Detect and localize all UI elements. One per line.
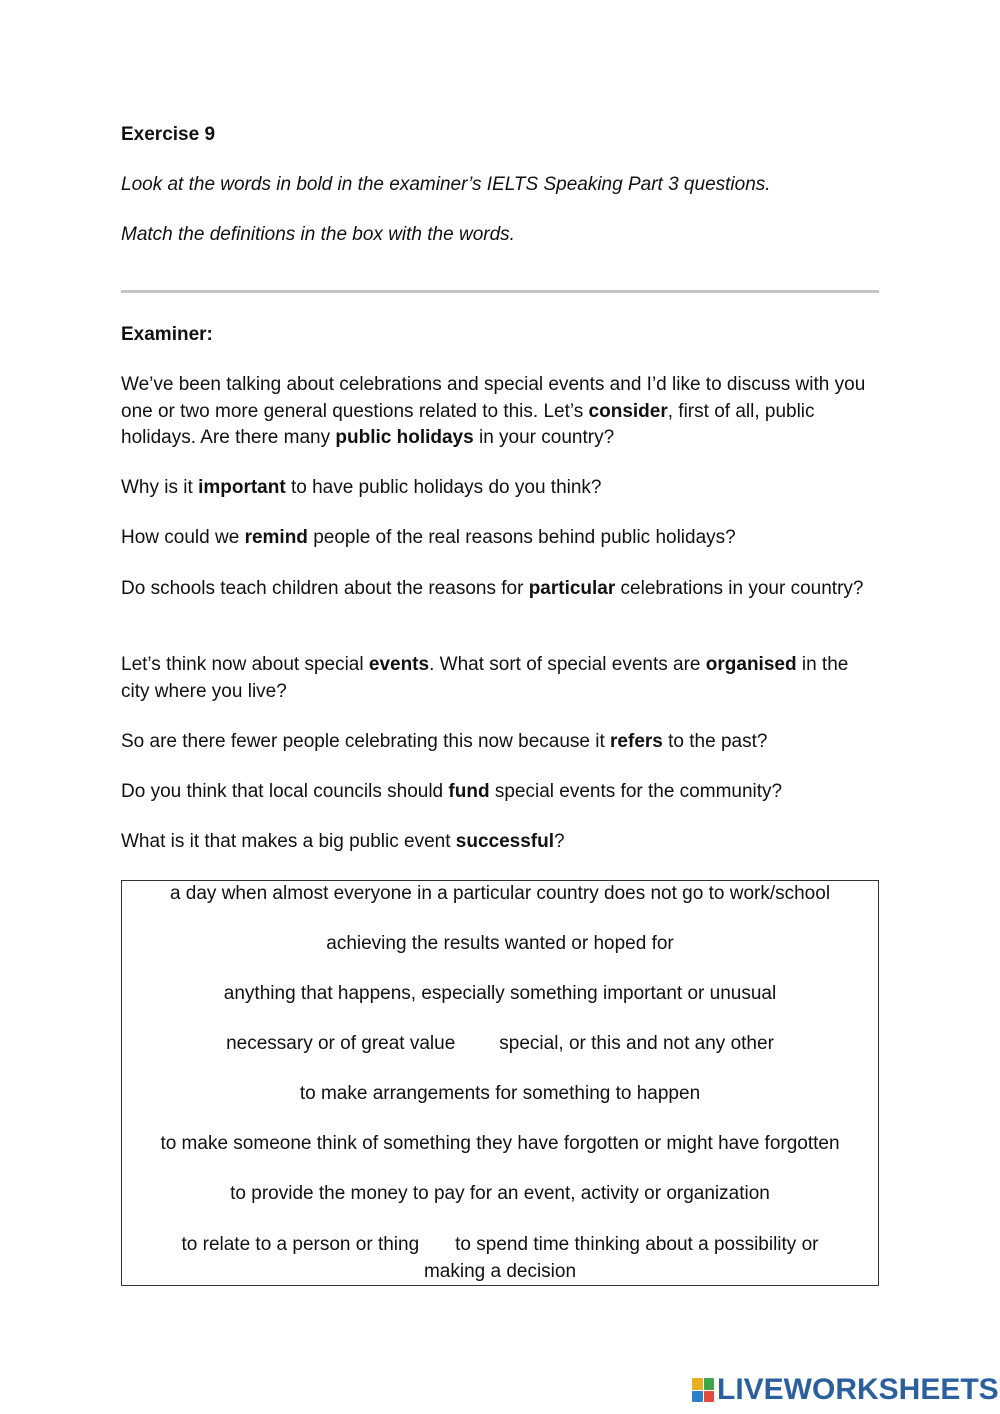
bold-word-consider: consider [588,400,668,422]
question-paragraph-1 [121,372,879,452]
text: to have public holidays do you think? [285,477,602,498]
question-paragraph-2 [121,475,879,502]
definitions-box [121,880,879,1286]
definition-4: necessary or of great value [226,1033,456,1054]
text: We’ve been talking about celebrations and special events and I’d like to discuss with you one or two more general questions related to this. Let’s [121,374,866,422]
bold-word-organised: organised [705,654,797,675]
bold-word-particular: particular [528,578,616,599]
bold-word-refers: refers [610,731,663,752]
logo-grid-icon [692,1378,714,1402]
definition-9: to relate to a person or thing [181,1234,420,1255]
logo-text: LIVEWORKSHEETS [717,1373,999,1406]
bold-word-events: events [368,654,430,675]
text: special events for the community? [489,781,783,802]
text: ? [554,831,565,852]
bold-word-successful: successful [455,831,555,852]
logo-square-4 [704,1391,715,1403]
bold-word-important: important [198,477,286,498]
question-paragraph-4 [121,576,879,603]
text: , first of all, public holidays. Are there many [121,400,815,448]
text: How could we [121,527,245,548]
definition-7: to make someone think of something they have forgotten or might have forgotten [160,1133,840,1154]
bold-word-public-holidays: public holidays [335,427,474,448]
text: to the past? [662,731,768,752]
text: Do you think that local councils should [121,781,449,802]
question-paragraph-3 [121,525,879,552]
definition-6: to make arrangements for something to happen [299,1083,701,1104]
examiner-label: Examiner: [121,324,213,345]
question-paragraph-8 [121,829,879,856]
text: What is it that makes a big public event [121,831,456,852]
text: . What sort of special events are [429,654,706,675]
logo-square-2 [704,1378,715,1390]
definition-3: anything that happens, especially something important or unusual [223,983,777,1004]
text: Do schools teach children about the reasons for [121,578,529,599]
bold-word-fund: fund [448,781,490,802]
text: in the city where you live? [121,654,849,702]
instruction-1: Look at the words in bold in the examiner’s IELTS Speaking Part 3 questions. [121,174,771,195]
definition-5: special, or this and not any other [499,1033,774,1054]
definition-row-4-5 [122,1031,878,1058]
definition-2: achieving the results wanted or hoped for [326,933,674,954]
question-paragraph-6 [121,729,879,756]
divider [121,290,879,293]
question-paragraph-7 [121,779,879,806]
logo-square-1 [692,1378,703,1390]
text: in your country? [473,427,615,448]
definition-10: to spend time thinking about a possibility or making a decision [423,1234,819,1282]
definition-row-9-10 [122,1232,878,1285]
exercise-title: Exercise 9 [121,124,216,145]
instruction-2: Match the definitions in the box with the words. [121,224,515,245]
text: Why is it [121,477,199,498]
text: celebrations in your country? [615,578,864,599]
text: people of the real reasons behind public holidays? [307,527,736,548]
text: So are there fewer people celebrating this now because it [121,731,611,752]
definition-1: a day when almost everyone in a particular country does not go to work/school [169,883,831,904]
logo-square-3 [692,1391,703,1403]
text: Let’s think now about special [121,654,369,675]
definition-8: to provide the money to pay for an event, activity or organization [230,1183,770,1204]
question-paragraph-5 [121,652,879,705]
liveworksheets-logo [692,1374,999,1406]
bold-word-remind: remind [244,527,308,548]
